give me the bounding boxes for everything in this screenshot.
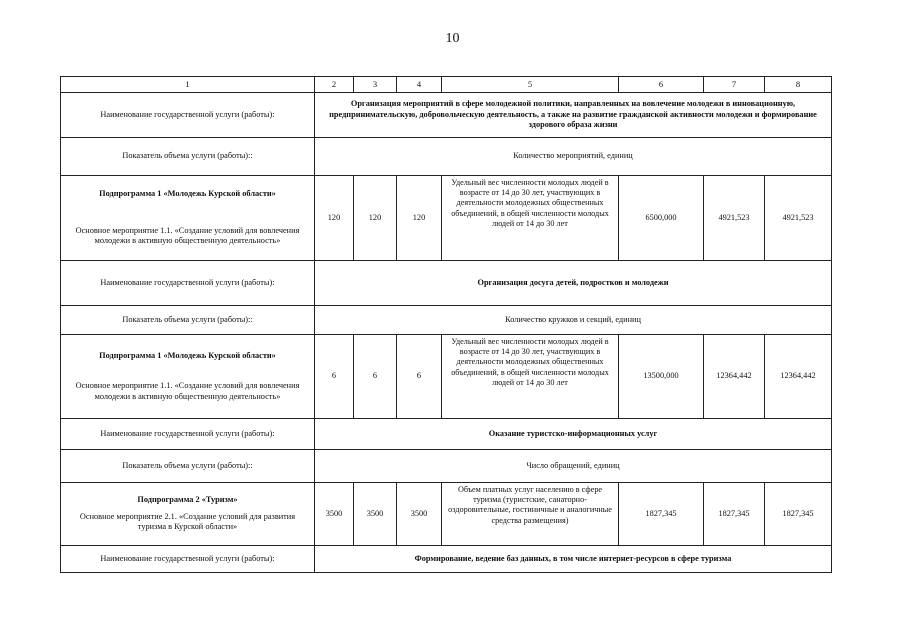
service-label: Наименование государственной услуги (работы): [61,546,315,573]
value-col-8: 12364,442 [765,335,832,419]
program-cell [61,176,315,261]
indicator-name: Число обращений, единиц [315,450,832,483]
program-row [61,176,832,261]
header-cell-5: 5 [442,77,619,93]
indicator-description: Удельный вес численности молодых людей в возрасте от 14 до 30 лет, участвующих в деятельности молодежных общественных объединений, в общей численности молодых людей от 14 до 30 лет [442,335,619,419]
service-row [61,546,832,573]
indicator-description: Удельный вес численности молодых людей в возрасте от 14 до 30 лет, участвующих в деятельности молодежных общественных объединений, в общей численности молодых людей от 14 до 30 лет [442,176,619,261]
header-cell-3: 3 [354,77,397,93]
indicator-name: Количество кружков и секций, единиц [315,306,832,335]
value-col-7: 1827,345 [704,483,765,546]
services-table [60,76,832,573]
value-col-4: 120 [397,176,442,261]
indicator-name: Количество мероприятий, единиц [315,138,832,176]
service-name: Оказание туристско-информационных услуг [315,419,832,450]
program-row [61,483,832,546]
program-cell [61,335,315,419]
header-row [61,77,832,93]
indicator-row [61,138,832,176]
value-col-6: 13500,000 [619,335,704,419]
value-col-6: 6500,000 [619,176,704,261]
program-title: Подпрограмма 1 «Молодежь Курской области» [99,350,276,360]
page-number: 10 [445,31,460,46]
indicator-label: Показатель объема услуги (работы):: [61,138,315,176]
value-col-3: 3500 [354,483,397,546]
header-cell-6: 6 [619,77,704,93]
value-col-8: 1827,345 [765,483,832,546]
service-name: Организация мероприятий в сфере молодежной политики, направленных на вовлечение молодежи в инновационную, предпринимательскую, добровольческую деятельность, а также на развитие гражданской активности молодежи и формирование здорового образа жизни [315,93,832,138]
service-row [61,261,832,306]
program-activity: Основное мероприятие 1.1. «Создание условий для вовлечения молодежи в активную общественную деятельность» [75,225,300,246]
value-col-2: 6 [315,335,354,419]
program-cell [61,483,315,546]
service-name: Формирование, ведение баз данных, в том числе интернет-ресурсов в сфере туризма [315,546,832,573]
value-col-4: 3500 [397,483,442,546]
service-row [61,93,832,138]
value-col-6: 1827,345 [619,483,704,546]
indicator-label: Показатель объема услуги (работы):: [61,306,315,335]
program-row [61,335,832,419]
header-cell-4: 4 [397,77,442,93]
header-cell-2: 2 [315,77,354,93]
indicator-row [61,306,832,335]
service-label: Наименование государственной услуги (работы): [61,93,315,138]
header-cell-7: 7 [704,77,765,93]
value-col-3: 6 [354,335,397,419]
program-title: Подпрограмма 2 «Туризм» [137,495,238,505]
program-title: Подпрограмма 1 «Молодежь Курской области» [99,189,276,199]
service-name: Организация досуга детей, подростков и молодежи [315,261,832,306]
value-col-7: 4921,523 [704,176,765,261]
indicator-description: Объем платных услуг населению в сфере туризма (туристские, санаторно-оздоровительные, гостиничные и аналогичные средства размещения) [442,483,619,546]
value-col-2: 3500 [315,483,354,546]
program-activity: Основное мероприятие 2.1. «Создание условий для развития туризма в Курской области» [79,511,296,532]
value-col-7: 12364,442 [704,335,765,419]
value-col-3: 120 [354,176,397,261]
service-row [61,419,832,450]
program-activity: Основное мероприятие 1.1. «Создание условий для вовлечения молодежи в активную общественную деятельность» [75,381,300,401]
header-cell-8: 8 [765,77,832,93]
header-cell-1: 1 [61,77,315,93]
indicator-label: Показатель объема услуги (работы):: [61,450,315,483]
value-col-4: 6 [397,335,442,419]
value-col-8: 4921,523 [765,176,832,261]
value-col-2: 120 [315,176,354,261]
service-label: Наименование государственной услуги (работы): [61,419,315,450]
service-label: Наименование государственной услуги (работы): [61,261,315,306]
indicator-row [61,450,832,483]
